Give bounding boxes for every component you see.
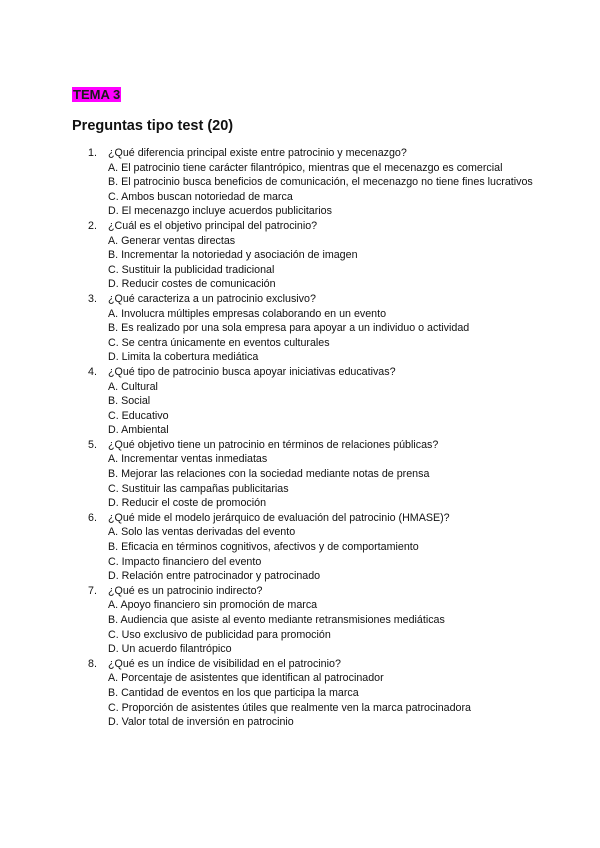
option-c: C. Sustituir la publicidad tradicional	[108, 263, 275, 276]
question-text: ¿Qué es un índice de visibilidad en el patrocinio?	[108, 657, 341, 670]
question-text: ¿Qué caracteriza a un patrocinio exclusivo?	[108, 292, 316, 305]
option-c: C. Educativo	[108, 409, 169, 422]
option-d: D. Limita la cobertura mediática	[108, 351, 259, 364]
option-a: A. Porcentaje de asistentes que identifican al patrocinador	[108, 672, 384, 685]
option-a: A. Involucra múltiples empresas colaborando en un evento	[108, 307, 387, 320]
option-b: B. Eficacia en términos cognitivos, afectivos y de comportamiento	[108, 541, 419, 554]
question-number: 5.	[88, 438, 97, 451]
question-item	[88, 146, 558, 219]
option-b: B. El patrocinio busca beneficios de comunicación, el mecenazgo no tiene fines lucrativos	[108, 176, 533, 189]
option-d: D. Reducir el coste de promoción	[108, 497, 267, 510]
option-d: D. Ambiental	[108, 424, 169, 437]
question-item	[88, 657, 558, 730]
question-text: ¿Qué diferencia principal existe entre patrocinio y mecenazgo?	[108, 147, 407, 159]
option-b: B. Social	[108, 395, 151, 408]
option-c: C. Proporción de asistentes útiles que realmente ven la marca patrocinadora	[108, 701, 471, 714]
question-text: ¿Qué tipo de patrocinio busca apoyar iniciativas educativas?	[108, 365, 396, 378]
question-number: 4.	[88, 365, 97, 378]
question-number: 2.	[88, 219, 97, 232]
question-number: 1.	[88, 147, 97, 159]
question-item	[88, 365, 558, 438]
question-number: 7.	[88, 584, 97, 597]
option-d: D. Relación entre patrocinador y patrocinado	[108, 570, 321, 583]
question-item	[88, 219, 558, 292]
option-a: A. Apoyo financiero sin promoción de marca	[108, 599, 318, 612]
option-b: B. Audiencia que asiste al evento mediante retransmisiones mediáticas	[108, 614, 445, 626]
topic-label: TEMA 3	[73, 87, 121, 102]
section-title: Preguntas tipo test (20)	[72, 118, 234, 134]
option-b: B. Incrementar la notoriedad y asociación de imagen	[108, 249, 358, 262]
option-c: C. Sustituir las campañas publicitarias	[108, 482, 289, 495]
question-item	[88, 292, 558, 365]
question-text: ¿Qué objetivo tiene un patrocinio en términos de relaciones públicas?	[108, 438, 439, 451]
option-d: D. Valor total de inversión en patrocinio	[108, 716, 294, 729]
question-text: ¿Qué es un patrocinio indirecto?	[108, 584, 263, 597]
option-b: B. Cantidad de eventos en los que participa la marca	[108, 686, 359, 699]
option-a: A. Cultural	[108, 380, 158, 393]
option-b: B. Mejorar las relaciones con la sociedad mediante notas de prensa	[108, 468, 430, 481]
option-b: B. Es realizado por una sola empresa para apoyar a un individuo o actividad	[108, 322, 470, 335]
question-number: 6.	[88, 511, 97, 524]
question-item	[88, 584, 558, 657]
option-d: D. Un acuerdo filantrópico	[108, 643, 232, 656]
option-a: A. Solo las ventas derivadas del evento	[108, 526, 296, 539]
option-a: A. Incrementar ventas inmediatas	[108, 453, 268, 466]
question-number: 3.	[88, 292, 97, 305]
option-a: A. El patrocinio tiene carácter filantrópico, mientras que el mecenazgo es comercial	[108, 161, 503, 174]
question-number: 8.	[88, 657, 97, 670]
question-text: ¿Qué mide el modelo jerárquico de evaluación del patrocinio (HMASE)?	[108, 511, 450, 524]
option-c: C. Se centra únicamente en eventos culturales	[108, 336, 330, 349]
question-text: ¿Cuál es el objetivo principal del patrocinio?	[108, 219, 318, 232]
question-item	[88, 438, 558, 511]
option-c: C. Ambos buscan notoriedad de marca	[108, 190, 293, 203]
question-item	[88, 511, 558, 584]
option-c: C. Uso exclusivo de publicidad para promoción	[108, 628, 331, 641]
option-d: D. El mecenazgo incluye acuerdos publicitarios	[108, 205, 332, 218]
option-c: C. Impacto financiero del evento	[108, 555, 262, 568]
option-d: D. Reducir costes de comunicación	[108, 278, 276, 291]
question-list	[88, 146, 558, 730]
option-a: A. Generar ventas directas	[108, 234, 236, 247]
